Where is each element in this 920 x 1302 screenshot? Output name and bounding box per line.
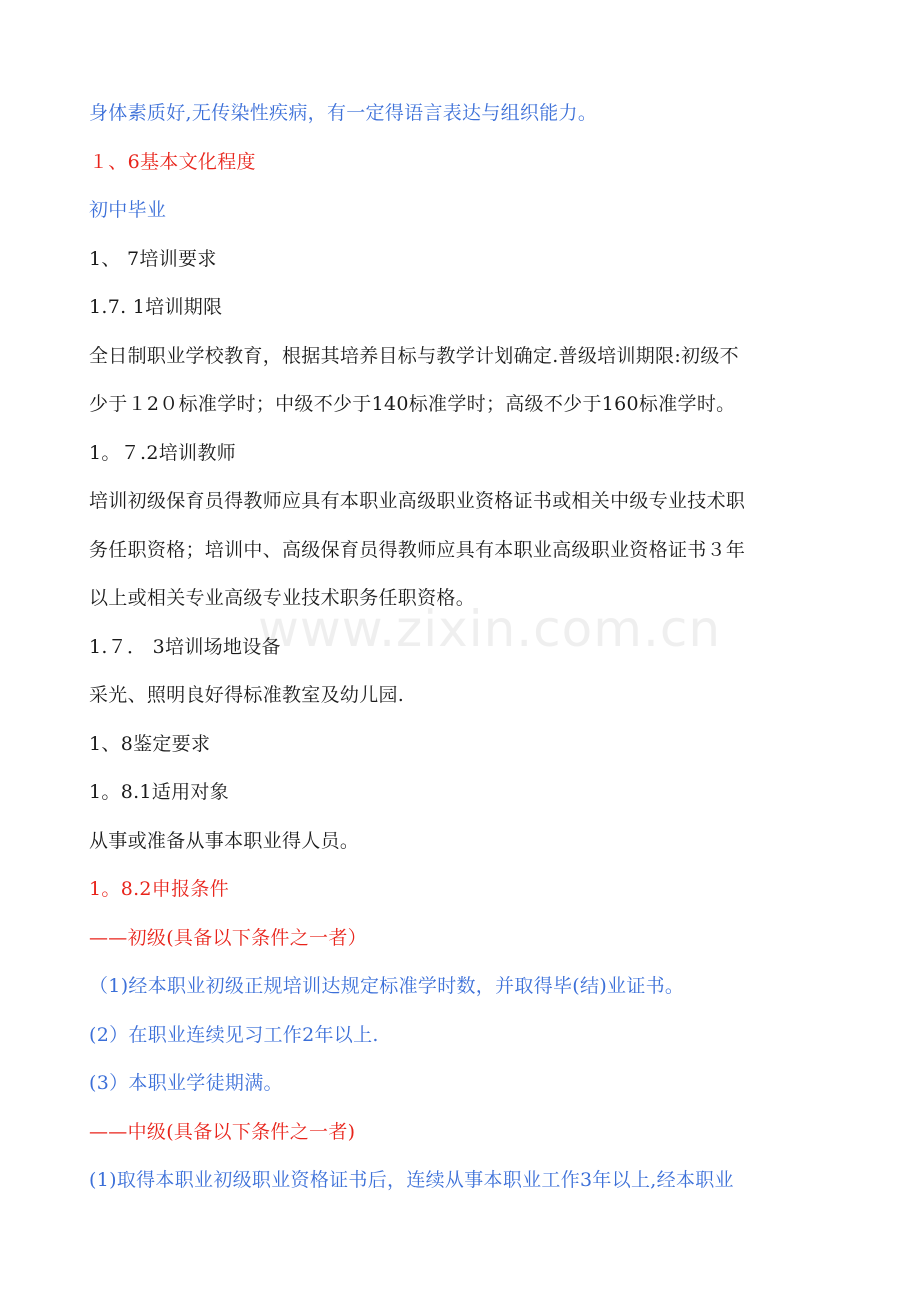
text-line: 1.７． 3培训场地设备 [89,635,281,658]
text-line: (3）本职业学徒期满。 [89,1072,283,1094]
text-line: 1。8.1适用对象 [89,781,230,803]
text-line: 1.7. 1培训期限 [89,296,223,318]
text-line: 初中毕业 [89,199,167,221]
text-line: 少于１2０标准学时；中级不少于140标准学时；高级不少于160标准学时。 [89,393,736,415]
text-line: 1。７.2培训教师 [89,441,236,464]
text-line: 身体素质好,无传染性疾病，有一定得语言表达与组织能力。 [89,102,598,124]
text-line: 1、 7培训要求 [89,247,217,270]
text-line: 从事或准备从事本职业得人员。 [89,829,360,852]
text-line: 培训初级保育员得教师应具有本职业高级职业资格证书或相关中级专业技术职 [89,490,746,512]
text-line: （1)经本职业初级正规培训达规定标准学时数，并取得毕(结)业证书。 [89,975,685,997]
watermark: www.zixin.com.cn [258,600,722,658]
text-line: ——中级(具备以下条件之一者) [89,1120,356,1143]
text-line: ——初级(具备以下条件之一者） [89,926,367,949]
text-line: １、6基本文化程度 [89,150,256,173]
text-line: 全日制职业学校教育，根据其培养目标与教学计划确定.普级培训期限:初级不 [89,344,739,367]
document-body [89,89,837,1205]
text-line: 1、8鉴定要求 [89,732,211,755]
text-line: (2）在职业连续见习工作2年以上. [89,1023,379,1046]
text-line: 务任职资格；培训中、高级保育员得教师应具有本职业高级职业资格证书３年 [89,538,746,561]
text-line: (1)取得本职业初级职业资格证书后，连续从事本职业工作3年以上,经本职业 [89,1169,734,1191]
text-line: 以上或相关专业高级专业技术职务任职资格。 [89,587,476,609]
text-line: 采光、照明良好得标准教室及幼儿园. [89,684,405,706]
text-line: 1。8.2申报条件 [89,878,230,900]
